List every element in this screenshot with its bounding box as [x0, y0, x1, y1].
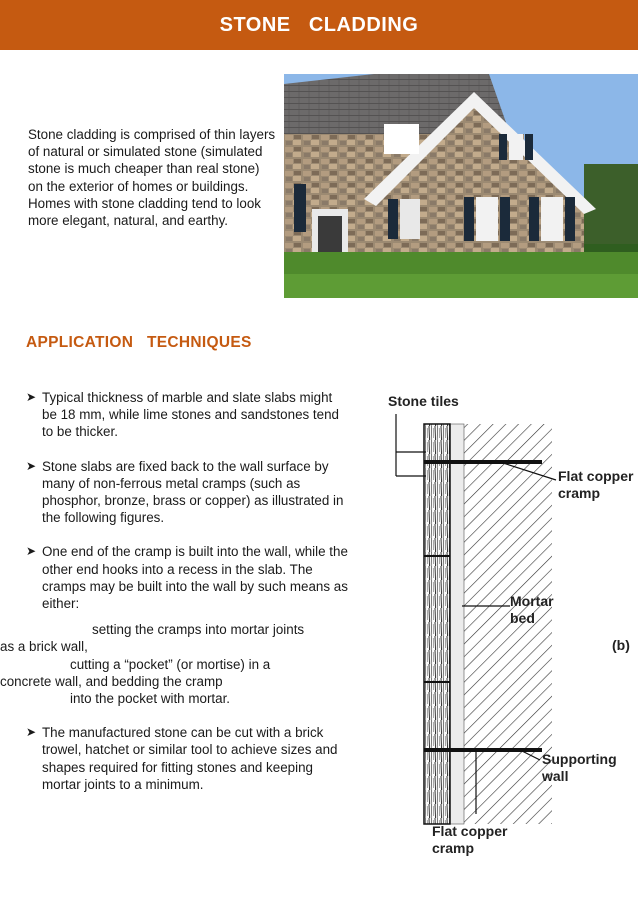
label-figure-b: (b)	[612, 637, 630, 653]
arrowhead-bullet-icon: ➤	[26, 544, 37, 559]
header-banner	[0, 0, 638, 50]
label-supporting-wall-2: wall	[542, 768, 569, 784]
bullet-list	[0, 389, 348, 810]
list-item: ➤ Stone slabs are fixed back to the wall surface by many of non-ferrous metal cramps (such as phosphor, bronze, brass or copper) as illustrated in the following figures.	[26, 458, 344, 526]
label-mortar-2: bed	[510, 610, 535, 626]
flat-copper-cramp-bottom	[424, 748, 542, 752]
house-photo	[284, 74, 638, 298]
mortar-bed	[450, 424, 464, 824]
label-flat-copper-bottom: Flat copper	[432, 823, 508, 839]
label-stone-tiles: Stone tiles	[388, 393, 459, 409]
label-flat-copper-top-2: cramp	[558, 485, 601, 501]
label-flat-copper-top: Flat copper	[558, 468, 634, 484]
label-mortar: Mortar	[510, 593, 554, 609]
intro-paragraph: Stone cladding is comprised of thin layers of natural or simulated stone (simulated stone is much cheaper than real stone) on the exterior of homes or buildings. Homes with stone cladding tend to look more elegant, natural, and earthy.	[28, 127, 276, 229]
label-flat-copper-bottom-2: cramp	[432, 840, 475, 856]
arrowhead-bullet-icon: ➤	[26, 458, 37, 473]
method-pocket: cutting a “pocket” (or mortise) in a concrete wall, and bedding the cramp into the pocket with mortar.	[0, 656, 271, 707]
list-item: ➤ Typical thickness of marble and slate slabs might be 18 mm, while lime stones and sandstones tend to be thicker.	[26, 390, 339, 440]
stone-tiles-slab	[424, 424, 450, 824]
label-supporting-wall: Supporting	[542, 751, 617, 767]
section-title: APPLICATION TECHNIQUES	[26, 334, 252, 351]
arrowhead-bullet-icon: ➤	[26, 725, 37, 740]
method-mortar-joints: setting the cramps into mortar joints as a brick wall,	[0, 622, 305, 655]
arrowhead-bullet-icon: ➤	[26, 390, 37, 404]
flat-copper-cramp-top	[424, 460, 542, 464]
list-item: ➤ One end of the cramp is built into the wall, while the other end hooks into a recess in the slab. The cramps may be built into the wall by such means as either:	[26, 544, 348, 612]
list-item: ➤ The manufactured stone can be cut with a brick trowel, hatchet or similar tool to achieve sizes and shapes required for fitting stones and keeping mortar joints to a minimum.	[26, 725, 338, 792]
page-title: STONE CLADDING	[219, 13, 419, 36]
cladding-diagram	[380, 384, 638, 864]
